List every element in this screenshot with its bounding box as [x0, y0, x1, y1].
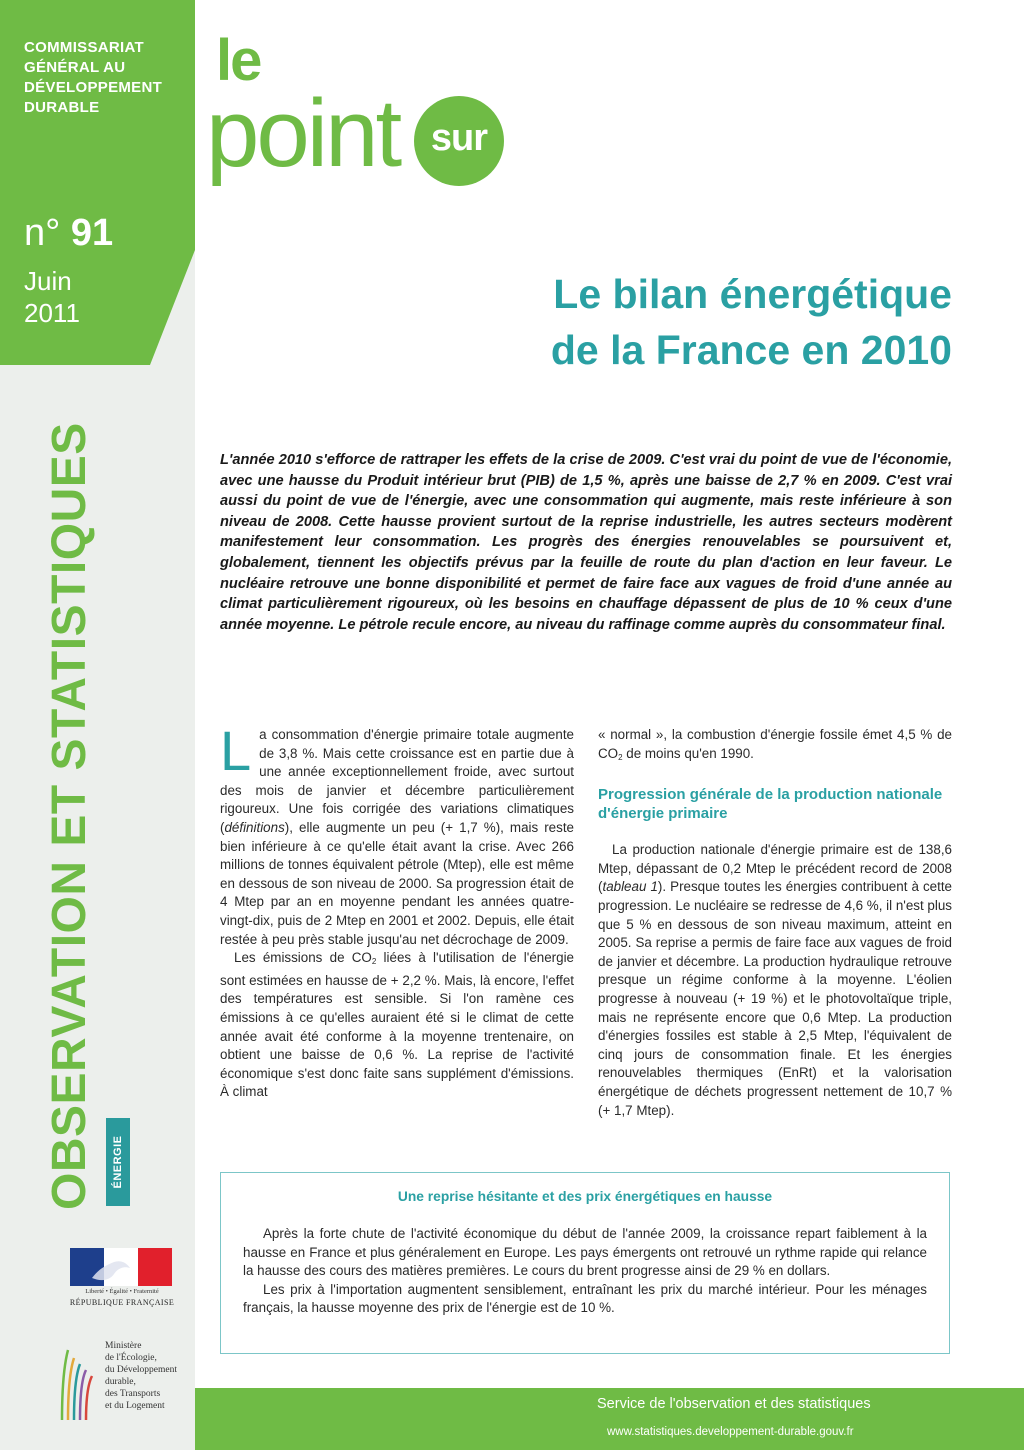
- page-title: [392, 266, 952, 378]
- body-paragraph: [220, 719, 574, 949]
- box-title: Une reprise hésitante et des prix énergétiques en hausse: [397, 1189, 773, 1204]
- body-text: a consommation d'énergie primaire totale augmente de 3,8 %. Mais cette croissance est en partie due à une année exceptionnellement froide, avec surtout des mois de janvier et décembre particulièrement rigoureux. Une fois corrigée des variations climatiques (: [220, 727, 574, 835]
- body-text: liées à l'utilisation de l'énergie sont estimées en hausse de + 2,2 %. Mais, là encore, l'effet des températures est sensible. Si l'on ramène ces émissions à ce qu'elles auraient été si le climat de cette année avait été conforme à la moyenne trentenaire, on obtient une baisse de 0,6 %. La reprise de l'activité économique s'est donc faite sans supplément d'émissions. À climat: [220, 950, 575, 1100]
- organization-name: [24, 38, 194, 118]
- republic-name: RÉPUBLIQUE FRANÇAISE: [69, 1298, 175, 1307]
- body-paragraph: [220, 949, 574, 1102]
- body-text: « normal », la combustion d'énergie fossile émet 4,5 % de CO: [598, 727, 952, 761]
- box-paragraph: Après la forte chute de l'activité économique du début de l'année 2009, la croissance repart faiblement à la hausse en France et plus généralement en Europe. Les pays émergents ont retrouvé un rythme rapide qui relance la hausse des cours des matières premières. Le cours du brent progresse ainsi de 29 % en dollars.: [243, 1226, 927, 1279]
- section-heading: Progression générale de la production nationale d'énergie primaire: [598, 786, 943, 823]
- body-column-left: [220, 719, 575, 1102]
- logo-point: point: [206, 80, 400, 187]
- definitions-reference: définitions: [224, 819, 285, 835]
- series-title-vertical: OBSERVATION ET STATISTIQUES: [43, 422, 96, 1210]
- title-line: Le bilan énergétique: [553, 271, 952, 317]
- ministry-line: du Développement: [105, 1365, 178, 1375]
- ministry-line: Ministère: [105, 1341, 142, 1351]
- republique-francaise-logo: [58, 1238, 186, 1316]
- issue-date: [24, 265, 80, 329]
- drop-cap: L: [220, 719, 252, 782]
- republic-motto: Liberté • Égalité • Fraternité: [85, 1288, 159, 1295]
- footer-service-name: Service de l'observation et des statistiques: [597, 1396, 871, 1412]
- sidebar: [0, 0, 195, 1450]
- issue-number-value: 91: [70, 212, 114, 254]
- issue-number: [24, 210, 113, 256]
- logo-sur-circle: [414, 96, 504, 186]
- body-text: ), elle augmente un peu (+ 1,7 %), mais reste bien inférieure à ce qu'elle était avant la crise. Avec 266 millions de tonnes équivalent pétrole (Mtep), elle est même en dessous de son niveau de 2000. Sa progression était de 4 Mtep par an en moyenne pendant les années quatre-vingt-dix, puis de 2 Mtep en 2001 et 2002. Depuis, elle était restée à peu près stable jusqu'au net décrochage de 2009.: [220, 819, 574, 947]
- subscript: 2: [371, 957, 377, 967]
- footer: [195, 1388, 1024, 1450]
- issue-month: Juin: [24, 266, 72, 296]
- abstract: L'année 2010 s'efforce de rattraper les effets de la crise de 2009. C'est vrai du point de vue de l'économie, avec une hausse du Produit intérieur brut (PIB) de 1,5 %, après une baisse de 2,7 % en 2009. C'est vrai aussi du point de vue de l'énergie, avec une consommation qui augmente, mais reste inférieure à son niveau de 2008. Cette hausse provient surtout de la reprise industrielle, les autres secteurs modèrent manifestement leur consommation. Les progrès des énergies renouvelables se poursuivent et, globalement, tiennent les objectifs prévus par la feuille de route du plan d'action en leur faveur. Le nucléaire retrouve une bonne disponibilité et permet de faire face aux vagues de froid d'une année au climat particulièrement rigoureux, où les besoins en chauffage dépassent de plus de 10 % ceux d'une année moyenne. Le pétrole recule encore, au niveau du raffinage comme auprès du consommateur final.: [220, 452, 952, 633]
- body-text: ). Presque toutes les énergies contribuent à cette progression. Le nucléaire se redresse de 4,6 %, il n'est plus que 5 % en dessous de son niveau maximum, atteint en 2005. Sa reprise a permis de faire face aux vagues de froid de janvier et décembre. La production hydraulique retrouve presque un régime conforme à la moyenne. L'éolien progresse à nouveau (+ 19 %) et le photovoltaïque triple, mais ne représente encore que 0,6 Mtep. La production d'énergies fossiles est stable à 2,5 Mtep, l'équivalent de cinq jours de consommation finale. Et les énergies renouvelables thermiques (EnRt) et la valorisation énergétique de déchets progressent nettement de 10,7 % (+ 1,7 Mtep).: [598, 879, 952, 1118]
- organization-line: DURABLE: [24, 99, 100, 116]
- table-reference: tableau 1: [602, 879, 658, 895]
- title-line: de la France en 2010: [550, 327, 952, 373]
- footer-website-link[interactable]: www.statistiques.developpement-durable.gouv.fr: [607, 1426, 854, 1438]
- body-text: de moins qu'en 1990.: [622, 745, 754, 761]
- organization-line: GÉNÉRAL AU: [24, 59, 126, 76]
- issue-year: 2011: [24, 298, 80, 328]
- body-text: Les émissions de CO: [234, 950, 372, 966]
- logo-le: le: [216, 28, 261, 93]
- box-paragraph: Les prix à l'importation augmentent sensiblement, entraînant les prix du marché intérieur. Pour les ménages français, la hausse moyenne des prix de l'énergie est de 10 %.: [243, 1281, 927, 1316]
- ministry-line: des Transports: [105, 1389, 161, 1399]
- category-tag-label: ÉNERGIE: [112, 1135, 124, 1189]
- ministry-logo-icon: [58, 1330, 98, 1420]
- organization-line: DÉVELOPPEMENT: [24, 79, 163, 96]
- box-body: [243, 1225, 927, 1318]
- marianne-flag-icon: [70, 1248, 172, 1286]
- category-tag: [106, 1118, 130, 1206]
- body-text: La production nationale d'énergie primaire est de 138,6 Mtep, dépassant de 0,2 Mtep le précédent record de 2008 (: [598, 842, 952, 895]
- issue-prefix: n°: [24, 212, 61, 254]
- logo-sur: sur: [430, 117, 488, 159]
- body-paragraph: [598, 726, 952, 767]
- ministry-name: [105, 1340, 195, 1412]
- ministry-line: de l'Écologie,: [105, 1353, 157, 1363]
- ministry-line: durable,: [105, 1377, 136, 1387]
- body-column-right: [598, 726, 952, 1120]
- le-point-sur-logo: [206, 28, 516, 192]
- context-box: [220, 1172, 950, 1354]
- organization-line: COMMISSARIAT: [24, 39, 144, 56]
- body-paragraph: [598, 841, 952, 1120]
- ministry-line: et du Logement: [105, 1401, 165, 1411]
- subscript: 2: [618, 752, 623, 762]
